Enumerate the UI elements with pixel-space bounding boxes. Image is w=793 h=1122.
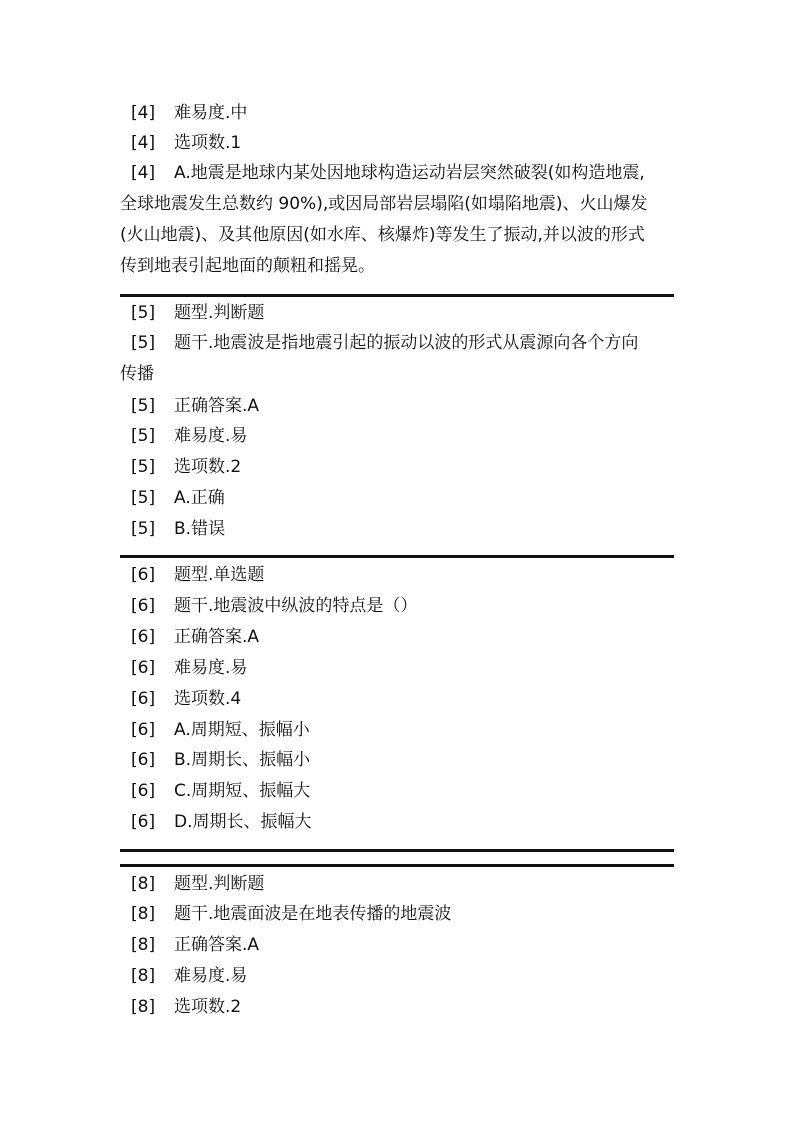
- option-a-text-line-2: 全球地震发生总数约 90%),或因局部岩层塌陷(如塌陷地震)、火山爆发: [120, 194, 648, 214]
- section-divider: [120, 849, 674, 852]
- question-tag: [8]: [131, 874, 156, 894]
- question-tag: [5]: [131, 519, 156, 539]
- block6-option-d-line: [131, 812, 312, 832]
- question-tag: [4]: [131, 133, 156, 153]
- option-count-text: 选项数.4: [174, 689, 242, 709]
- difficulty-text: 难易度.中: [174, 103, 248, 123]
- question-tag: [8]: [131, 935, 156, 955]
- paragraph-line: [120, 158, 680, 189]
- block6-type-line: [131, 565, 264, 585]
- block5-answer-line: [131, 396, 259, 416]
- question-type-text: 题型.判断题: [174, 303, 265, 323]
- option-c-text: C.周期短、振幅大: [174, 781, 311, 801]
- block6-stem-line: [131, 596, 417, 616]
- option-b-text: B.周期长、振幅小: [174, 750, 311, 770]
- question-tag: [8]: [131, 904, 156, 924]
- block5-option-a-line: [131, 488, 225, 508]
- question-tag: [8]: [131, 966, 156, 986]
- block8-difficulty-line: [131, 966, 247, 986]
- option-a-text: A.正确: [174, 488, 225, 508]
- question-tag: [6]: [131, 812, 156, 832]
- block6-option-a-line: [131, 720, 310, 740]
- stem-text-line-1: 题干.地震波是指地震引起的振动以波的形式从震源向各个方向: [174, 333, 639, 353]
- section-divider: [120, 555, 674, 558]
- option-count-text: 选项数.2: [174, 997, 242, 1017]
- block5-type-line: [131, 303, 264, 323]
- question-tag: [6]: [131, 750, 156, 770]
- block5-option-b-line: [131, 519, 225, 539]
- answer-text: 正确答案.A: [174, 396, 260, 416]
- section-divider: [120, 864, 674, 867]
- question-tag: [8]: [131, 997, 156, 1017]
- question-tag: [6]: [131, 596, 156, 616]
- option-count-text: 选项数.2: [174, 457, 242, 477]
- option-a-text: A.周期短、振幅小: [174, 720, 310, 740]
- question-tag: [6]: [131, 658, 156, 678]
- difficulty-text: 难易度.易: [174, 426, 248, 446]
- question-tag: [5]: [131, 303, 156, 323]
- question-tag: [5]: [131, 457, 156, 477]
- block6-option-c-line: [131, 781, 310, 801]
- answer-text: 正确答案.A: [174, 935, 260, 955]
- block4-option-count-line: [131, 133, 241, 153]
- option-b-text: B.错误: [174, 519, 226, 539]
- block6-answer-line: [131, 627, 259, 647]
- question-type-text: 题型.单选题: [174, 565, 265, 585]
- question-tag: [5]: [131, 426, 156, 446]
- question-tag: [6]: [131, 720, 156, 740]
- paragraph-line: [120, 328, 680, 359]
- stem-text-line-2: 传播: [120, 364, 154, 384]
- block6-option-b-line: [131, 750, 310, 770]
- difficulty-text: 难易度.易: [174, 658, 248, 678]
- option-count-text: 选项数.1: [174, 133, 242, 153]
- answer-text: 正确答案.A: [174, 627, 260, 647]
- block8-option-count-line: [131, 997, 241, 1017]
- block8-answer-line: [131, 935, 259, 955]
- block5-stem-paragraph: [120, 328, 680, 390]
- block5-difficulty-line: [131, 426, 247, 446]
- question-tag: [5]: [131, 396, 156, 416]
- difficulty-text: 难易度.易: [174, 966, 248, 986]
- option-d-text: D.周期长、振幅大: [174, 812, 312, 832]
- block8-type-line: [131, 874, 264, 894]
- question-type-text: 题型.判断题: [174, 874, 265, 894]
- question-tag: [4]: [131, 103, 156, 123]
- stem-text: 题干.地震面波是在地表传播的地震波: [174, 904, 452, 924]
- option-a-text-line-1: A.地震是地球内某处因地球构造运动岩层突然破裂(如构造地震,: [174, 163, 645, 183]
- question-tag: [6]: [131, 627, 156, 647]
- section-divider: [120, 294, 674, 297]
- block4-option-a-paragraph: [120, 158, 680, 282]
- question-tag: [6]: [131, 565, 156, 585]
- block8-stem-line: [131, 904, 451, 924]
- block5-option-count-line: [131, 457, 241, 477]
- question-tag: [5]: [131, 333, 156, 353]
- block4-difficulty-line: [131, 103, 247, 123]
- question-tag: [6]: [131, 689, 156, 709]
- option-a-text-line-3: (火山地震)、及其他原因(如水库、核爆炸)等发生了振动,并以波的形式: [120, 225, 645, 245]
- question-tag: [6]: [131, 781, 156, 801]
- question-tag: [5]: [131, 488, 156, 508]
- option-a-text-line-4: 传到地表引起地面的颠粈和摇晃。: [120, 256, 375, 276]
- stem-text: 题干.地震波中纵波的特点是（）: [174, 596, 418, 616]
- block6-difficulty-line: [131, 658, 247, 678]
- block6-option-count-line: [131, 689, 241, 709]
- question-tag: [4]: [131, 163, 156, 183]
